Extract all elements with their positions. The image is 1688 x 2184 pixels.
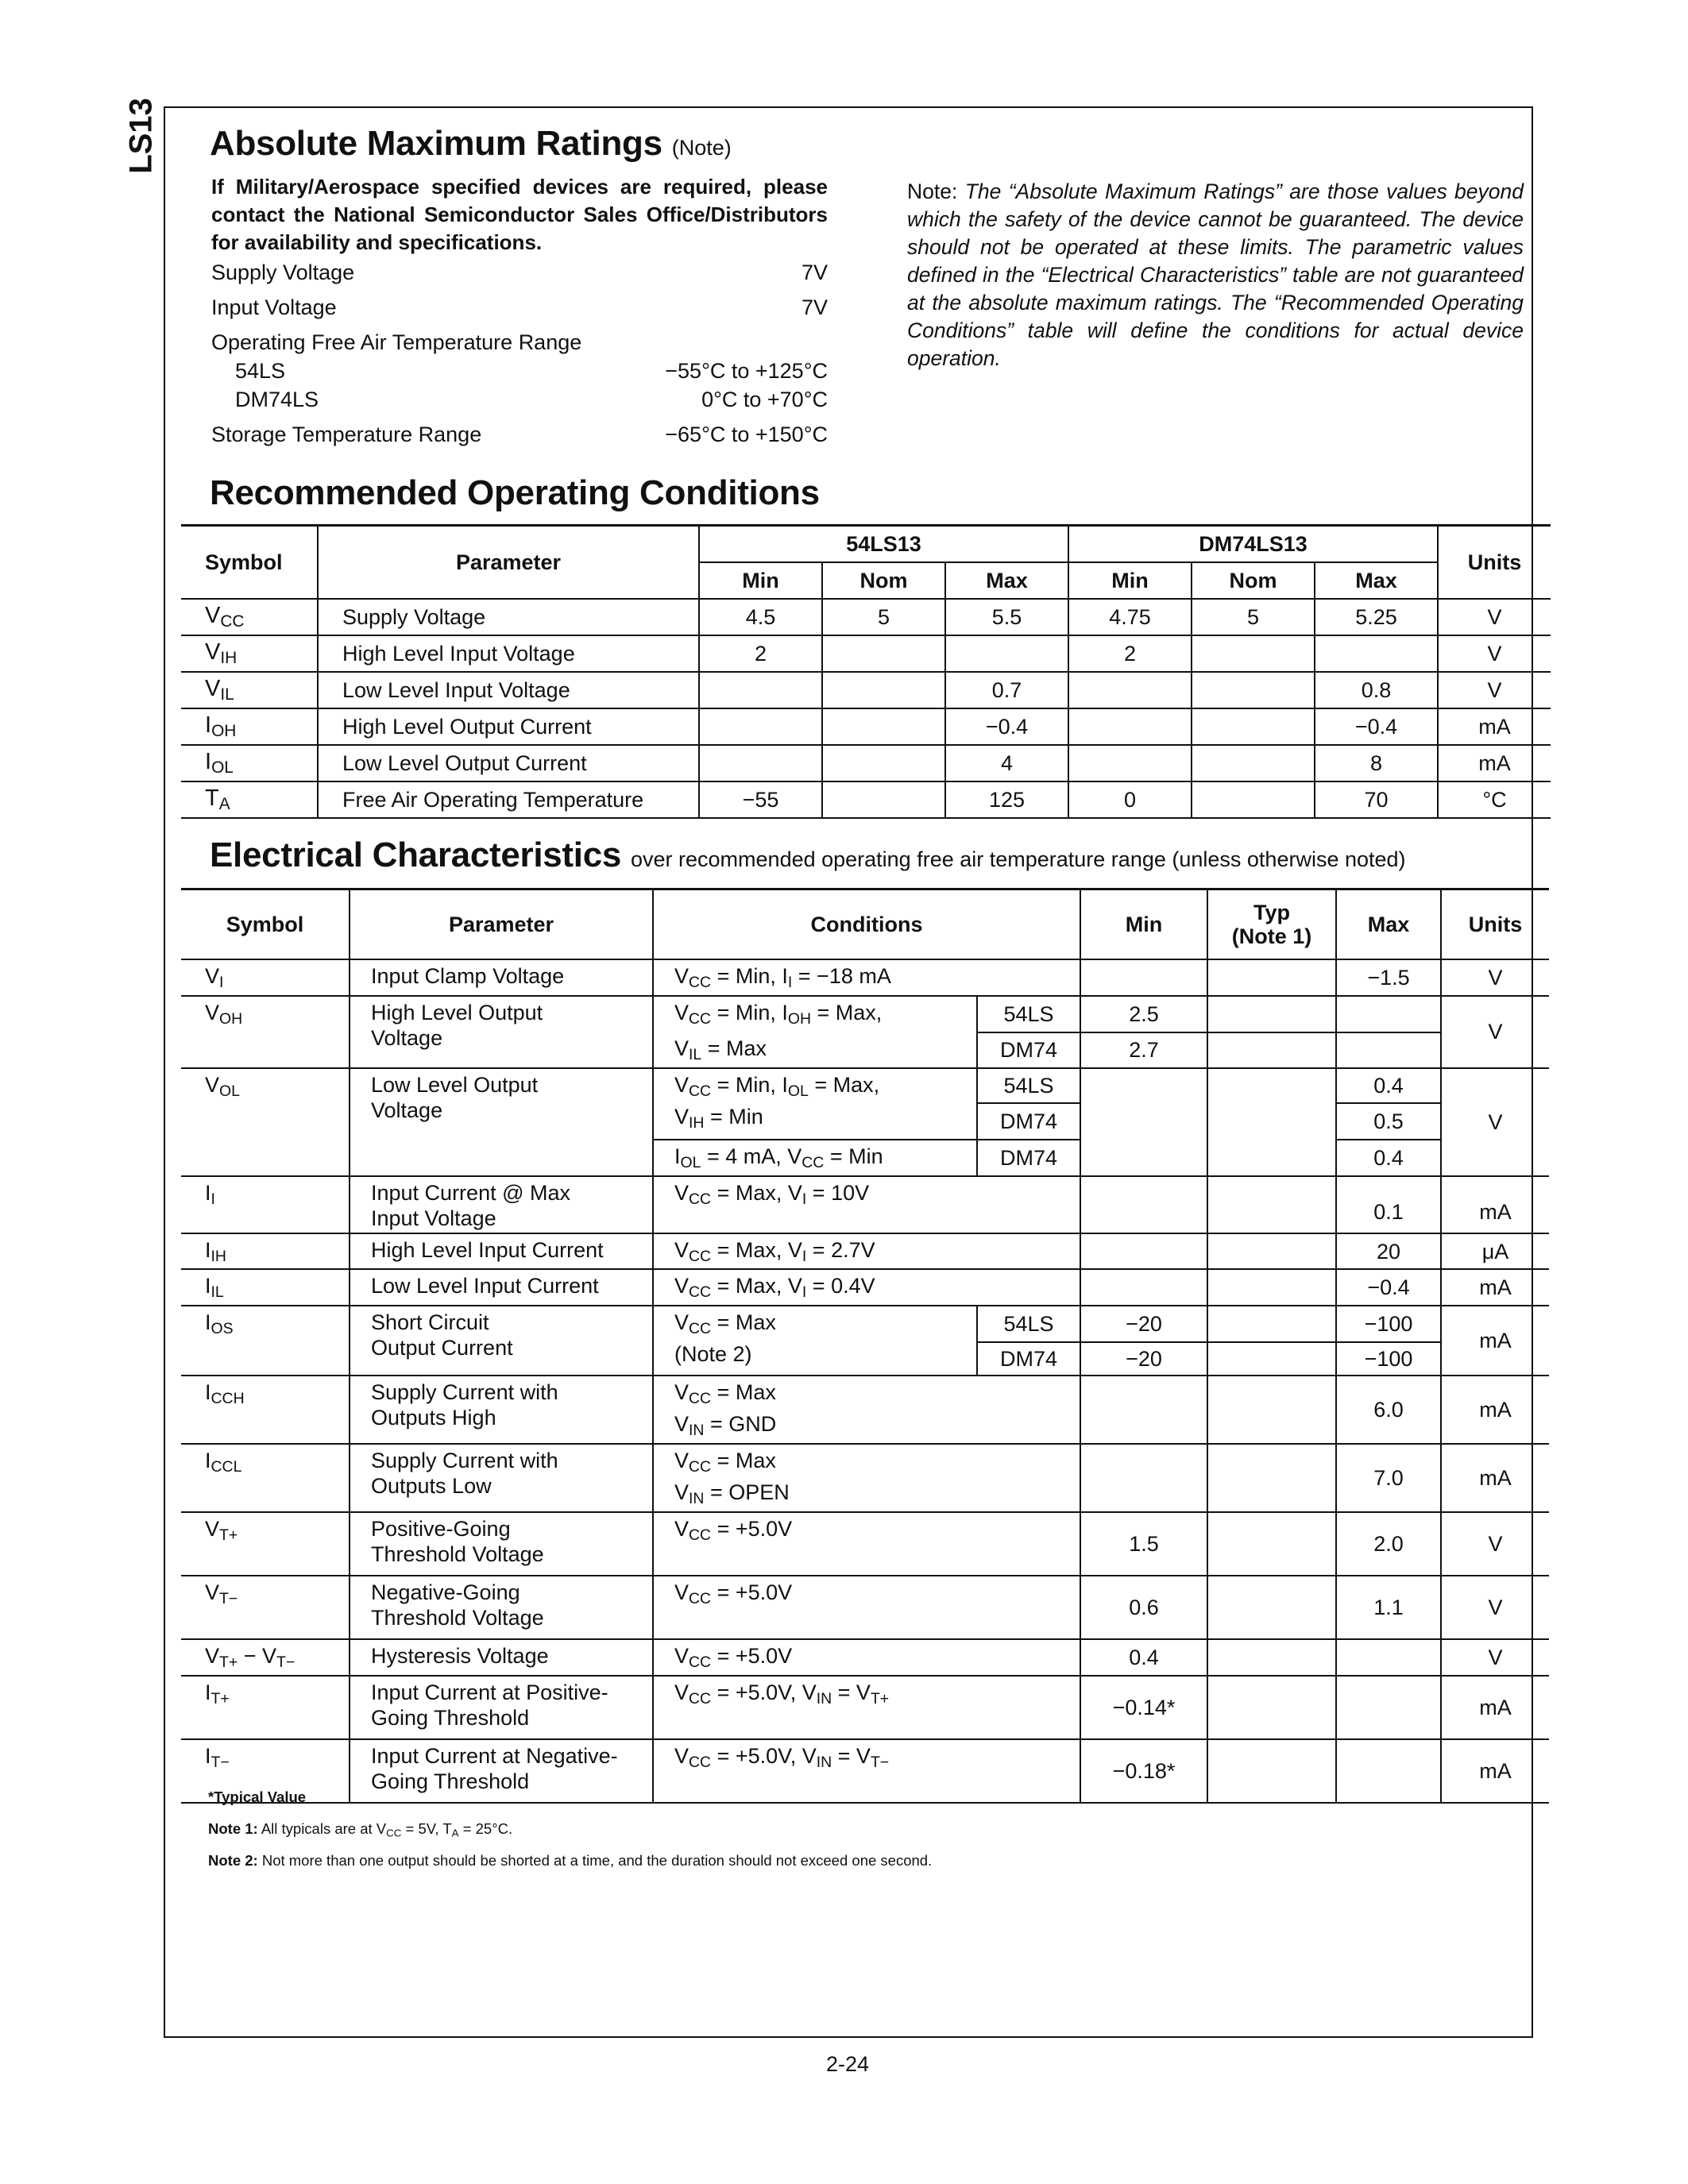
amr-title-note: (Note) — [671, 136, 732, 160]
amr-value: 7V — [801, 260, 828, 284]
roc-value-b-max: 0.8 — [1315, 672, 1438, 708]
roc-header-units: Units — [1438, 526, 1551, 600]
ec-symbol: $I_{CCL}$ — [181, 1444, 350, 1512]
ec-typ — [1207, 1342, 1336, 1376]
ec-grade: DM74 — [977, 1103, 1080, 1140]
ec-grade: DM74 — [977, 1140, 1080, 1176]
amr-title — [210, 124, 732, 164]
ec-row-it-minus — [181, 1739, 1549, 1803]
ec-typ — [1207, 1176, 1336, 1233]
roc-value-a-max: 125 — [945, 781, 1068, 818]
ec-units: mA — [1441, 1739, 1549, 1803]
roc-parameter: Low Level Input Voltage — [318, 672, 699, 708]
roc-symbol: $I_{OH}$ — [181, 708, 318, 745]
ec-units: mA — [1441, 1176, 1549, 1233]
ec-min — [1080, 1376, 1207, 1444]
ec-row-ii — [181, 1176, 1549, 1233]
ec-conditions: $V_{CC}$ = Max, $V_I = 10V$ — [653, 1176, 1080, 1233]
ec-header-max: Max — [1336, 889, 1441, 960]
ec-header-row — [181, 889, 1549, 960]
roc-units: V — [1438, 599, 1551, 635]
amr-note — [907, 178, 1524, 372]
roc-symbol: $V_{IL}$ — [181, 672, 318, 708]
ec-conditions: $V_{CC}$ = Min, $I_I = -18$ mA — [653, 959, 1080, 996]
roc-units: °C — [1438, 781, 1551, 818]
ec-units: V — [1441, 1068, 1549, 1176]
ec-header-parameter: Parameter — [350, 889, 653, 960]
ec-conditions: $V_{CC}$ = Max, $V_I = 2.7V$ — [653, 1233, 1080, 1270]
ec-max: 0.4 — [1336, 1140, 1441, 1176]
roc-symbol: $V_{CC}$ — [181, 599, 318, 635]
ec-header-conditions: Conditions — [653, 889, 1080, 960]
amr-row-input — [211, 295, 828, 324]
ec-units: V — [1441, 959, 1549, 996]
roc-row — [181, 781, 1551, 818]
ec-max — [1336, 1739, 1441, 1803]
roc-header-nom: Nom — [1192, 562, 1315, 599]
ec-units: mA — [1441, 1269, 1549, 1306]
ec-parameter: High Level Output Voltage — [350, 996, 653, 1068]
ec-row-iil — [181, 1269, 1549, 1306]
roc-header-symbol: Symbol — [181, 526, 318, 600]
ec-symbol: $I_I$ — [181, 1176, 350, 1233]
amr-note-label: Note: — [907, 179, 958, 203]
roc-value-a-min — [699, 708, 822, 745]
ec-typ — [1207, 1676, 1336, 1739]
ec-min: −20 — [1080, 1306, 1207, 1342]
roc-parameter: Free Air Operating Temperature — [318, 781, 699, 818]
ec-max: 2.0 — [1336, 1512, 1441, 1576]
roc-header-min: Min — [1068, 562, 1192, 599]
amr-requirement: If Military/Aerospace specified devices are required, please contact the National Semiconductor Sales Office/Distributors for availability and specifications. — [211, 175, 828, 254]
side-tab-part-number — [123, 98, 159, 174]
roc-header-parameter: Parameter — [318, 526, 699, 600]
roc-header-row-1 — [181, 526, 1551, 563]
ec-typ — [1207, 1512, 1336, 1576]
roc-value-b-nom — [1192, 672, 1315, 708]
roc-value-b-nom — [1192, 635, 1315, 672]
footnote-typical-text: *Typical Value — [208, 1788, 307, 1805]
roc-value-b-max — [1315, 635, 1438, 672]
ec-symbol: $V_{OL}$ — [181, 1068, 350, 1176]
roc-header-min: Min — [699, 562, 822, 599]
ec-max: 7.0 — [1336, 1444, 1441, 1512]
page-number: 2-24 — [826, 2052, 870, 2076]
roc-header-nom: Nom — [822, 562, 945, 599]
ec-conditions: $V_{CC} = +5.0V$ — [653, 1512, 1080, 1576]
ec-units: V — [1441, 1576, 1549, 1639]
ec-grade: DM74 — [977, 1342, 1080, 1376]
ec-title — [210, 835, 1406, 875]
roc-value-b-min — [1068, 745, 1192, 781]
roc-row — [181, 745, 1551, 781]
ec-parameter: Positive-Going Threshold Voltage — [350, 1512, 653, 1576]
roc-value-a-nom — [822, 708, 945, 745]
roc-row — [181, 708, 1551, 745]
roc-parameter: Low Level Output Current — [318, 745, 699, 781]
roc-parameter: High Level Input Voltage — [318, 635, 699, 672]
roc-row — [181, 599, 1551, 635]
ec-typ — [1207, 1032, 1336, 1068]
ec-conditions: $V_{CC}$ = Min, $I_{OH}$ = Max, — [653, 996, 977, 1032]
ec-row-ios-a — [181, 1306, 1549, 1342]
roc-value-a-nom — [822, 635, 945, 672]
roc-value-a-min: −55 — [699, 781, 822, 818]
ec-typ — [1207, 1444, 1336, 1512]
roc-value-a-max — [945, 635, 1068, 672]
ec-max: 0.1 — [1336, 1176, 1441, 1233]
roc-value-b-nom — [1192, 708, 1315, 745]
roc-value-a-max: −0.4 — [945, 708, 1068, 745]
amr-note-text: The “Absolute Maximum Ratings” are those values beyond which the safety of the device cannot be guaranteed. The device should not be operated at these limits. The parametric values defined in the “Electrical Characteristics” table are not guaranteed at the absolute maximum ratings. The “Recommended Operating Conditions” table will define the conditions for actual device operation. — [907, 179, 1524, 370]
amr-label: 54LS — [235, 359, 286, 383]
amr-label: Supply Voltage — [211, 260, 355, 284]
ec-parameter: Input Current @ Max Input Voltage — [350, 1176, 653, 1233]
roc-value-a-nom — [822, 781, 945, 818]
ec-symbol: $V_{T+}$ — [181, 1512, 350, 1576]
ec-units: V — [1441, 1512, 1549, 1576]
ec-min — [1080, 1233, 1207, 1270]
footnote-label: Note 2: — [208, 1852, 258, 1869]
roc-value-a-nom: 5 — [822, 599, 945, 635]
ec-max — [1336, 996, 1441, 1032]
amr-row-supply — [211, 260, 828, 289]
ec-symbol: $I_{T-}$ — [181, 1739, 350, 1803]
footnote-note-2: Note 2: Not more than one output should be shorted at a time, and the duration should not exceed one second. — [208, 1852, 933, 1869]
ec-min: 2.7 — [1080, 1032, 1207, 1068]
amr-title-text: Absolute Maximum Ratings — [210, 124, 662, 163]
ec-max — [1336, 1032, 1441, 1068]
roc-value-a-min — [699, 672, 822, 708]
ec-min: 1.5 — [1080, 1512, 1207, 1576]
footnote-note-1: Note 1: All typicals are at $V_{CC} = 5V$, $T_A = 25^\circ C$. — [208, 1820, 513, 1839]
amr-value: 7V — [801, 295, 828, 319]
ec-typ — [1207, 996, 1336, 1032]
ec-max: 6.0 — [1336, 1376, 1441, 1444]
ec-header-units: Units — [1441, 889, 1549, 960]
ec-min — [1080, 1444, 1207, 1512]
ec-table — [181, 888, 1549, 1804]
ec-header-typ — [1207, 889, 1336, 960]
ec-conditions: $V_{IL}$ = Max — [653, 1032, 977, 1068]
amr-row-storage — [211, 423, 828, 451]
ec-units: mA — [1441, 1376, 1549, 1444]
ec-parameter: Negative-Going Threshold Voltage — [350, 1576, 653, 1639]
ec-min: −0.14* — [1080, 1676, 1207, 1739]
roc-value-a-min — [699, 745, 822, 781]
roc-units: mA — [1438, 745, 1551, 781]
ec-parameter: High Level Input Current — [350, 1233, 653, 1270]
roc-parameter: Supply Voltage — [318, 599, 699, 635]
ec-header-typ-label: Typ — [1253, 901, 1291, 924]
amr-label: Operating Free Air Temperature Range — [211, 330, 582, 354]
ec-conditions: $V_{CC} = +5.0V$ — [653, 1639, 1080, 1676]
ec-symbol: $I_{T+}$ — [181, 1676, 350, 1739]
ec-typ — [1207, 1068, 1336, 1176]
roc-units: V — [1438, 635, 1551, 672]
ec-max: −100 — [1336, 1306, 1441, 1342]
roc-header-max: Max — [945, 562, 1068, 599]
ec-typ — [1207, 1576, 1336, 1639]
ec-title-text: Electrical Characteristics — [210, 835, 622, 874]
ec-row-vt-plus — [181, 1512, 1549, 1576]
ec-min — [1080, 1269, 1207, 1306]
ec-max: −0.4 — [1336, 1269, 1441, 1306]
ec-parameter: Low Level Input Current — [350, 1269, 653, 1306]
ec-parameter: Input Current at Negative- Going Threshold — [350, 1739, 653, 1803]
ec-conditions: $V_{CC}$ = Max, $V_I = 0.4V$ — [653, 1269, 1080, 1306]
amr-row-54ls — [211, 359, 828, 388]
roc-value-b-max: 8 — [1315, 745, 1438, 781]
ec-row-vt-minus — [181, 1576, 1549, 1639]
roc-value-a-min: 2 — [699, 635, 822, 672]
amr-value: −55°C to +125°C — [665, 359, 828, 383]
ec-units: μA — [1441, 1233, 1549, 1270]
footnote-typical — [208, 1788, 306, 1806]
ec-header-min: Min — [1080, 889, 1207, 960]
roc-parameter: High Level Output Current — [318, 708, 699, 745]
amr-label: DM74LS — [235, 388, 319, 411]
ec-row-icch — [181, 1376, 1549, 1444]
roc-value-a-min: 4.5 — [699, 599, 822, 635]
ec-max — [1336, 1676, 1441, 1739]
ec-row-iccl — [181, 1444, 1549, 1512]
roc-header-max: Max — [1315, 562, 1438, 599]
roc-value-a-nom — [822, 672, 945, 708]
ec-grade: 54LS — [977, 1306, 1080, 1342]
ec-grade: DM74 — [977, 1032, 1080, 1068]
roc-table — [181, 524, 1551, 819]
ec-max: 0.5 — [1336, 1103, 1441, 1140]
ec-parameter: Input Clamp Voltage — [350, 959, 653, 996]
ec-min: −0.18* — [1080, 1739, 1207, 1803]
ec-parameter: Low Level Output Voltage — [350, 1068, 653, 1176]
roc-value-b-nom — [1192, 745, 1315, 781]
roc-value-b-min: 0 — [1068, 781, 1192, 818]
ec-grade: 54LS — [977, 996, 1080, 1032]
ec-header-typ-note: (Note 1) — [1231, 924, 1312, 948]
roc-value-a-max: 4 — [945, 745, 1068, 781]
ec-min: −20 — [1080, 1342, 1207, 1376]
roc-value-b-min — [1068, 672, 1192, 708]
ec-symbol: $I_{IH}$ — [181, 1233, 350, 1270]
ec-row-vol-a — [181, 1068, 1549, 1103]
ec-row-iih — [181, 1233, 1549, 1270]
ec-conditions: $V_{CC}$ = Max (Note 2) — [653, 1306, 977, 1376]
roc-value-b-max: 5.25 — [1315, 599, 1438, 635]
roc-value-a-max: 0.7 — [945, 672, 1068, 708]
ec-symbol: $V_I$ — [181, 959, 350, 996]
ec-typ — [1207, 1739, 1336, 1803]
ec-parameter: Input Current at Positive- Going Threshold — [350, 1676, 653, 1739]
ec-units: V — [1441, 996, 1549, 1068]
ec-header-symbol: Symbol — [181, 889, 350, 960]
ec-symbol: $I_{CCH}$ — [181, 1376, 350, 1444]
ec-symbol: $I_{IL}$ — [181, 1269, 350, 1306]
ec-row-vi — [181, 959, 1549, 996]
ec-typ — [1207, 1269, 1336, 1306]
ec-units: mA — [1441, 1306, 1549, 1376]
ec-typ — [1207, 959, 1336, 996]
ec-parameter: Supply Current with Outputs Low — [350, 1444, 653, 1512]
ec-row-voh-a — [181, 996, 1549, 1032]
amr-value: 0°C to +70°C — [701, 388, 828, 411]
amr-row-dm74ls — [211, 388, 828, 416]
ec-conditions: $V_{CC} = +5.0V$, $V_{IN} = V_{T-}$ — [653, 1739, 1080, 1803]
roc-value-b-nom — [1192, 781, 1315, 818]
ec-typ — [1207, 1306, 1336, 1342]
ec-subtitle: over recommended operating free air temperature range (unless otherwise noted) — [631, 847, 1406, 871]
ec-min: 0.4 — [1080, 1639, 1207, 1676]
ec-min: 2.5 — [1080, 996, 1207, 1032]
roc-value-b-max: 70 — [1315, 781, 1438, 818]
ec-max: 0.4 — [1336, 1068, 1441, 1103]
ec-conditions: $V_{CC}$ = Max $V_{IN}$ = OPEN — [653, 1444, 1080, 1512]
ec-typ — [1207, 1639, 1336, 1676]
roc-value-a-nom — [822, 745, 945, 781]
ec-units: mA — [1441, 1444, 1549, 1512]
ec-min: 0.6 — [1080, 1576, 1207, 1639]
ec-max: 1.1 — [1336, 1576, 1441, 1639]
ec-max: 20 — [1336, 1233, 1441, 1270]
roc-value-b-min: 2 — [1068, 635, 1192, 672]
roc-value-b-nom: 5 — [1192, 599, 1315, 635]
roc-units: mA — [1438, 708, 1551, 745]
ec-symbol: $V_{OH}$ — [181, 996, 350, 1068]
roc-units: V — [1438, 672, 1551, 708]
ec-grade: 54LS — [977, 1068, 1080, 1103]
roc-symbol: $I_{OL}$ — [181, 745, 318, 781]
amr-label: Storage Temperature Range — [211, 423, 482, 446]
ec-conditions: $I_{OL} = 4$ mA, $V_{CC}$ = Min — [653, 1140, 977, 1176]
ec-units: V — [1441, 1639, 1549, 1676]
side-tab-label: LS13 — [123, 98, 159, 174]
ec-min — [1080, 1176, 1207, 1233]
roc-symbol: $T_A$ — [181, 781, 318, 818]
ec-conditions: $V_{CC}$ = Max $V_{IN}$ = GND — [653, 1376, 1080, 1444]
footnote-label: Note 1: — [208, 1820, 258, 1837]
roc-value-b-max: −0.4 — [1315, 708, 1438, 745]
roc-header-group-54ls13: 54LS13 — [699, 526, 1068, 563]
ec-typ — [1207, 1233, 1336, 1270]
ec-min — [1080, 959, 1207, 996]
ec-units: mA — [1441, 1676, 1549, 1739]
ec-parameter: Supply Current with Outputs High — [350, 1376, 653, 1444]
amr-label: Input Voltage — [211, 295, 337, 319]
roc-value-b-min — [1068, 708, 1192, 745]
amr-row-operating — [211, 330, 828, 359]
ec-typ — [1207, 1376, 1336, 1444]
ec-parameter: Short Circuit Output Current — [350, 1306, 653, 1376]
ec-row-it-plus — [181, 1676, 1549, 1739]
ec-symbol: $V_{T+} - V_{T-}$ — [181, 1639, 350, 1676]
roc-value-b-min: 4.75 — [1068, 599, 1192, 635]
roc-header-group-dm74ls13: DM74LS13 — [1068, 526, 1438, 563]
ec-conditions: $V_{CC} = +5.0V$ — [653, 1576, 1080, 1639]
ec-min — [1080, 1068, 1207, 1176]
roc-symbol: $V_{IH}$ — [181, 635, 318, 672]
ec-symbol: $I_{OS}$ — [181, 1306, 350, 1376]
roc-row — [181, 635, 1551, 672]
ec-conditions: $V_{CC} = +5.0V$, $V_{IN} = V_{T+}$ — [653, 1676, 1080, 1739]
ec-parameter: Hysteresis Voltage — [350, 1639, 653, 1676]
roc-value-a-max: 5.5 — [945, 599, 1068, 635]
roc-row — [181, 672, 1551, 708]
ec-max: −1.5 — [1336, 959, 1441, 996]
ec-symbol: $V_{T-}$ — [181, 1576, 350, 1639]
ec-max: −100 — [1336, 1342, 1441, 1376]
ec-max — [1336, 1639, 1441, 1676]
ec-conditions: $V_{CC}$ = Min, $I_{OL}$ = Max, $V_{IH}$ = Min — [653, 1068, 977, 1140]
ec-row-hysteresis — [181, 1639, 1549, 1676]
roc-title: Recommended Operating Conditions — [210, 473, 820, 512]
amr-value: −65°C to +150°C — [665, 423, 828, 446]
